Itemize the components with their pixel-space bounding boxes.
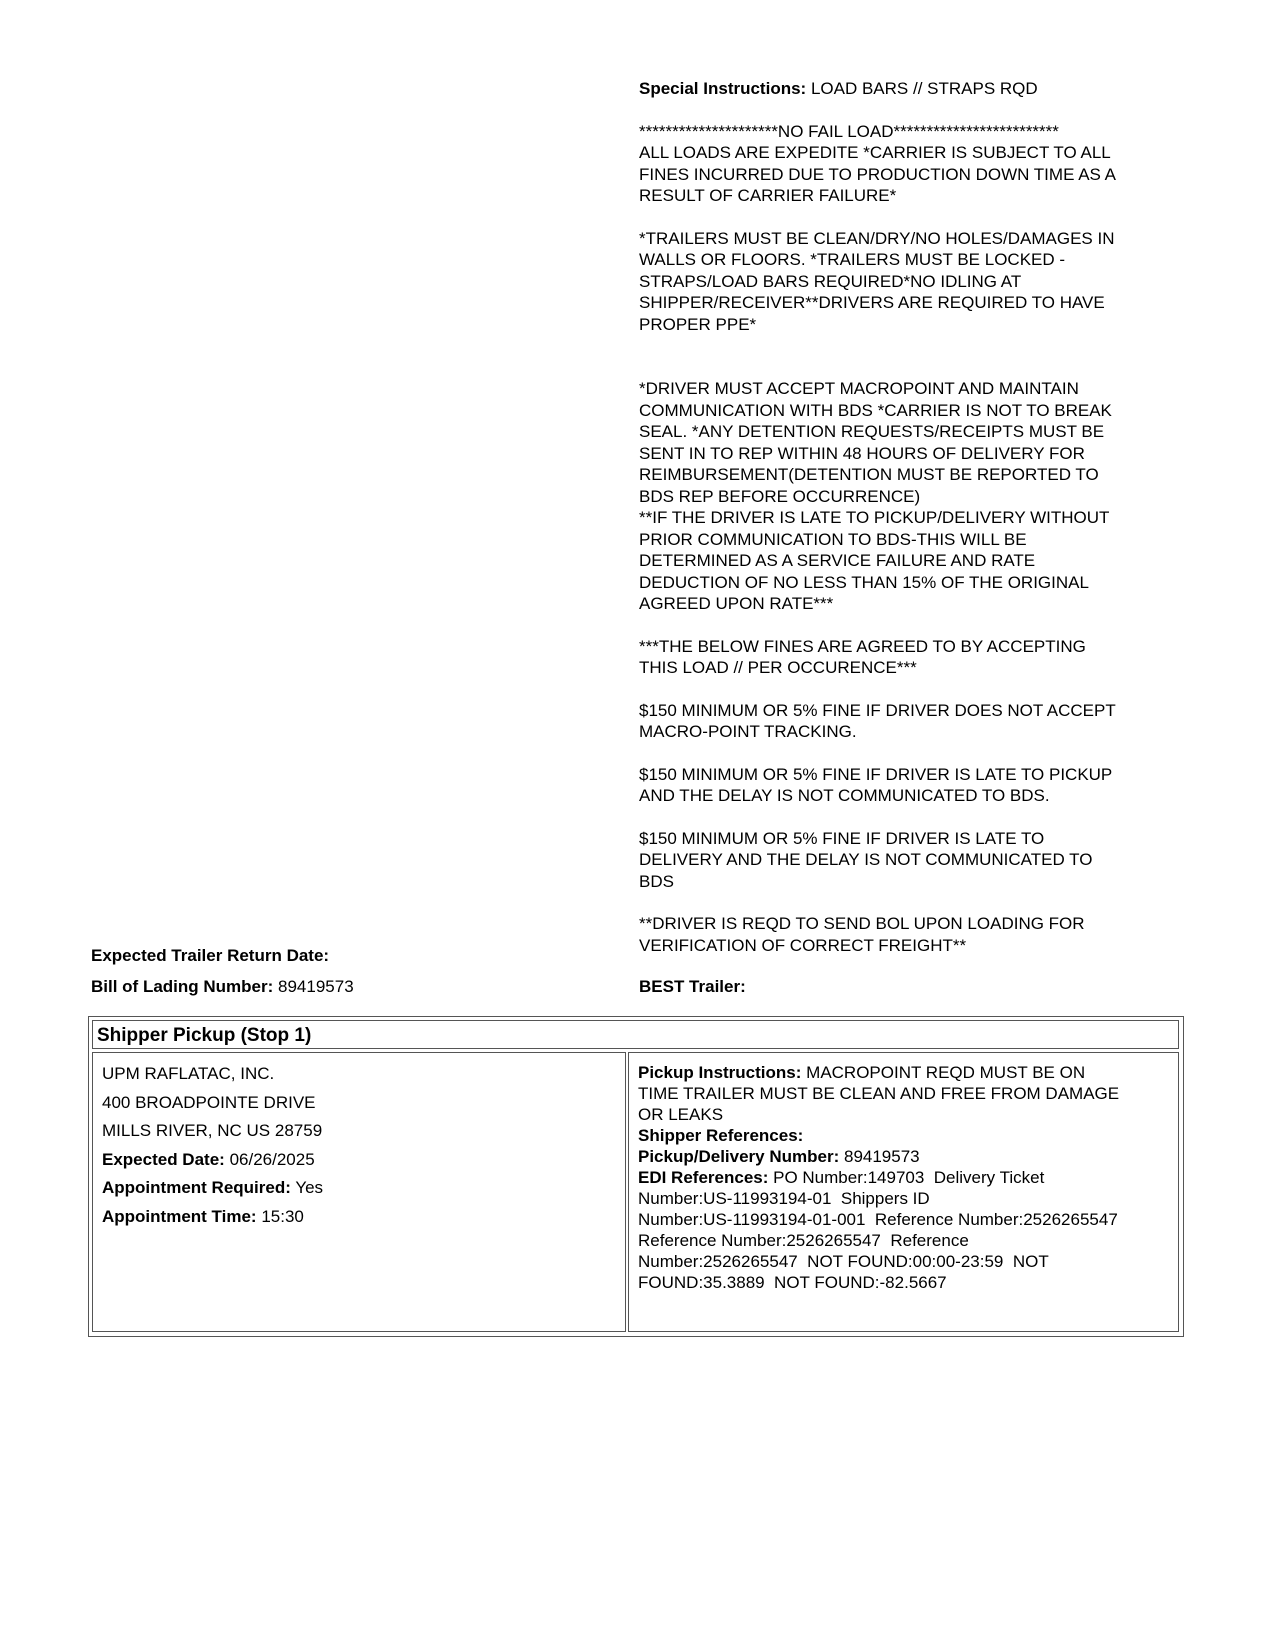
instruction-line: SEAL. *ANY DETENTION REQUESTS/RECEIPTS MUST BE [639,422,1105,441]
shipper-pickup-header: Shipper Pickup (Stop 1) [92,1020,1179,1049]
edi-references [638,1167,1170,1293]
pickup-instructions [638,1062,1170,1125]
instruction-line: DEDUCTION OF NO LESS THAN 15% OF THE ORIGINAL [639,572,1089,592]
instruction-line: THIS LOAD // PER OCCURENCE*** [639,658,917,677]
special-instructions-section [639,78,1179,956]
edi-line: Number:2526265547 NOT FOUND:00:00-23:59 NOT [638,1252,1049,1271]
instruction-paragraph [639,378,1179,615]
expected-date [102,1146,625,1175]
instruction-paragraph [639,700,1179,743]
shipper-address-line2: MILLS RIVER, NC US 28759 [102,1121,323,1140]
appointment-time-value: 15:30 [261,1206,304,1226]
best-trailer-label: BEST Trailer: [639,977,746,996]
shipper-references-label: Shipper References: [638,1126,804,1145]
appointment-required [102,1174,625,1203]
instruction-paragraph [639,764,1179,807]
appointment-time [102,1203,625,1232]
instruction-line: RESULT OF CARRIER FAILURE* [639,186,897,205]
bill-of-lading-label: Bill of Lading Number: [91,977,274,996]
pickup-delivery-number [638,1146,1170,1167]
instruction-line: BDS REP BEFORE OCCURRENCE) [639,486,921,506]
instruction-line: BDS [639,871,674,891]
special-instructions-label: Special Instructions: [639,79,807,98]
special-instructions-line [639,78,1179,100]
instruction-line: REIMBURSEMENT(DETENTION MUST BE REPORTED TO [639,465,1099,484]
expected-date-value: 06/26/2025 [229,1149,315,1169]
shipper-pickup-table [88,1016,1184,1337]
instruction-line: PROPER PPE* [639,314,757,334]
instruction-paragraph [639,636,1179,679]
best-trailer [639,976,746,997]
instruction-line: DETERMINED AS A SERVICE FAILURE AND RATE [639,551,1036,570]
instruction-line: COMMUNICATION WITH BDS *CARRIER IS NOT TO BREAK [639,400,1112,420]
instruction-line: DELIVERY AND THE DELAY IS NOT COMMUNICATED TO [639,850,1093,869]
instruction-line: ***THE BELOW FINES ARE AGREED TO BY ACCEPTING [639,636,1086,656]
edi-line: FOUND:35.3889 NOT FOUND:-82.5667 [638,1273,947,1292]
instruction-line: *TRAILERS MUST BE CLEAN/DRY/NO HOLES/DAMAGES IN [639,228,1115,248]
expected-trailer-return-label: Expected Trailer Return Date: [91,946,330,965]
appointment-required-value: Yes [295,1178,324,1197]
instruction-line: *********************NO FAIL LOAD************************* [639,121,1059,141]
instruction-line: $150 MINIMUM OR 5% FINE IF DRIVER IS LATE TO PICKUP [639,764,1113,784]
instruction-line: SENT IN TO REP WITHIN 48 HOURS OF DELIVERY FOR [639,443,1085,463]
pickup-instructions-line: TIME TRAILER MUST BE CLEAN AND FREE FROM DAMAGE [638,1084,1120,1103]
instruction-line: **IF THE DRIVER IS LATE TO PICKUP/DELIVERY WITHOUT [639,508,1110,527]
instruction-paragraph [639,828,1179,893]
special-instructions-value: LOAD BARS // STRAPS RQD [810,79,1038,98]
instruction-line: MACRO-POINT TRACKING. [639,722,857,741]
shipper-address-cell [92,1052,626,1332]
edi-line: PO Number:149703 Delivery Ticket [773,1168,1045,1187]
appointment-required-label: Appointment Required: [102,1178,291,1197]
pickup-delivery-label: Pickup/Delivery Number: [638,1147,840,1166]
instruction-line: PRIOR COMMUNICATION TO BDS-THIS WILL BE [639,529,1027,549]
pickup-instructions-line: MACROPOINT REQD MUST BE ON [806,1063,1086,1082]
instruction-paragraph [639,913,1179,956]
expected-trailer-return-date [91,945,329,966]
edi-line: Number:US-11993194-01-001 Reference Number:2526265547 [638,1210,1118,1229]
instruction-line: $150 MINIMUM OR 5% FINE IF DRIVER DOES NOT ACCEPT [639,700,1116,720]
edi-line: Reference Number:2526265547 Reference [638,1231,969,1250]
instruction-line: ALL LOADS ARE EXPEDITE *CARRIER IS SUBJECT TO ALL [639,143,1111,162]
instruction-paragraph [639,228,1179,336]
appointment-time-label: Appointment Time: [102,1206,257,1226]
expected-date-label: Expected Date: [102,1149,225,1169]
pickup-instructions-label: Pickup Instructions: [638,1063,802,1082]
pickup-instructions-line: OR LEAKS [638,1105,724,1124]
shipper-name: UPM RAFLATAC, INC. [102,1064,275,1083]
instruction-line: $150 MINIMUM OR 5% FINE IF DRIVER IS LATE TO [639,828,1045,848]
instruction-line: WALLS OR FLOORS. *TRAILERS MUST BE LOCKED - [639,250,1066,269]
instruction-line: AGREED UPON RATE*** [639,594,834,613]
instruction-line: STRAPS/LOAD BARS REQUIRED*NO IDLING AT [639,271,1022,291]
edi-references-label: EDI References: [638,1168,769,1187]
instruction-line: FINES INCURRED DUE TO PRODUCTION DOWN TIME AS A [639,164,1116,184]
instruction-line: **DRIVER IS REQD TO SEND BOL UPON LOADING FOR [639,914,1085,933]
bill-of-lading-value: 89419573 [278,977,354,996]
pickup-details-cell [628,1052,1179,1332]
instruction-paragraph [639,121,1179,207]
shipper-address-line1: 400 BROADPOINTE DRIVE [102,1092,316,1112]
instruction-line: AND THE DELAY IS NOT COMMUNICATED TO BDS. [639,786,1050,805]
instruction-line: SHIPPER/RECEIVER**DRIVERS ARE REQUIRED TO HAVE [639,293,1105,312]
edi-line: Number:US-11993194-01 Shippers ID [638,1189,930,1208]
instruction-line: *DRIVER MUST ACCEPT MACROPOINT AND MAINTAIN [639,379,1079,398]
bill-of-lading [91,976,354,997]
instruction-line: VERIFICATION OF CORRECT FREIGHT** [639,935,967,955]
pickup-delivery-value: 89419573 [843,1147,920,1166]
